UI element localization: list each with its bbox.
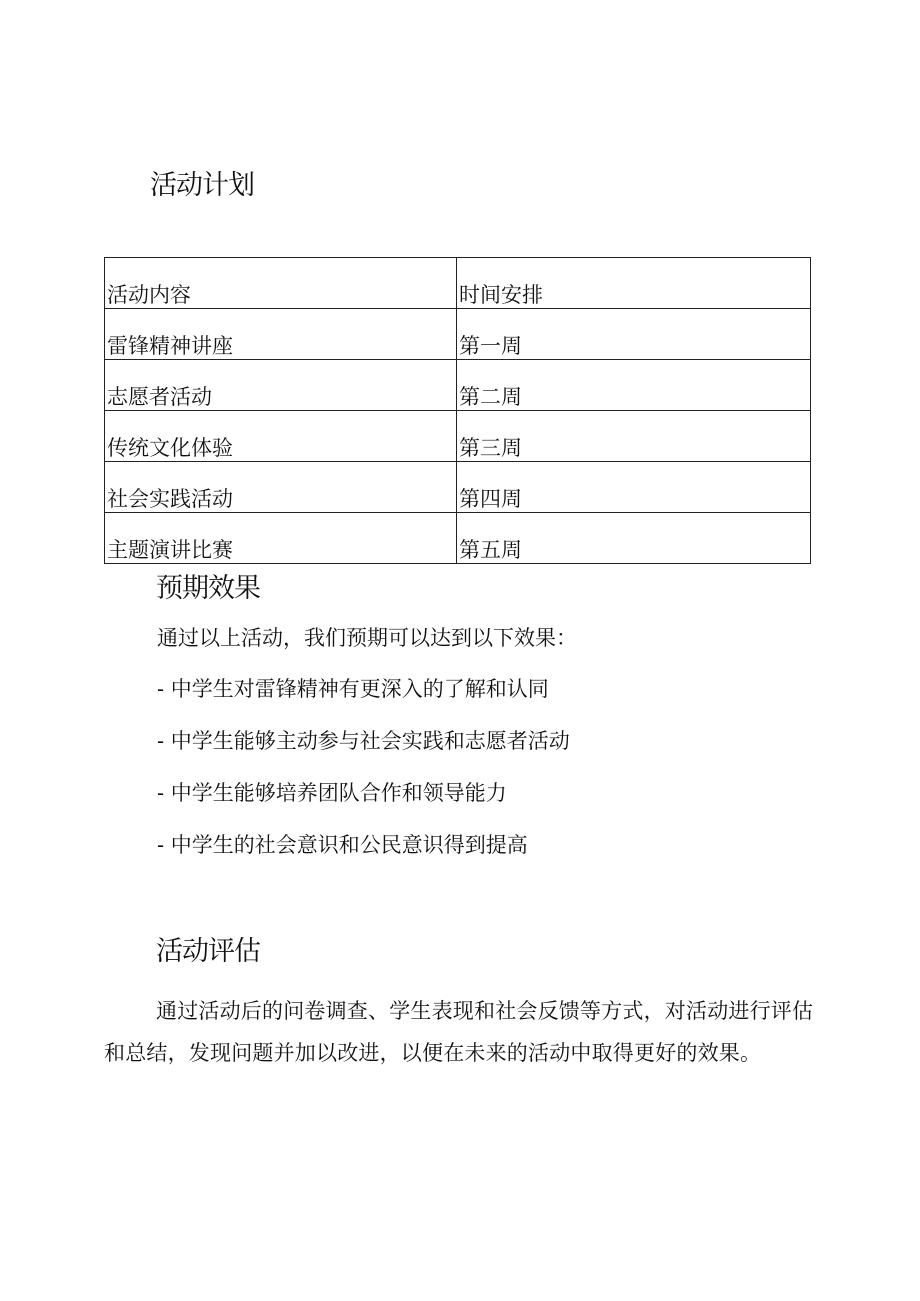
- table-cell-activity: 社会实践活动: [105, 462, 457, 513]
- table-cell-schedule: 第五周: [457, 513, 811, 564]
- table-cell-schedule: 第三周: [457, 411, 811, 462]
- table-cell-schedule: 第四周: [457, 462, 811, 513]
- list-item: - 中学生能够主动参与社会实践和志愿者活动: [157, 729, 570, 753]
- table-cell-activity: 志愿者活动: [105, 360, 457, 411]
- table-header-row: [105, 258, 811, 309]
- table-header-cell: 活动内容: [105, 258, 457, 309]
- table-cell-schedule: 第二周: [457, 360, 811, 411]
- list-item: - 中学生的社会意识和公民意识得到提高: [157, 833, 528, 857]
- list-item: - 中学生能够培养团队合作和领导能力: [157, 781, 507, 805]
- activity-plan-table: [104, 257, 811, 564]
- table-cell-activity: 主题演讲比赛: [105, 513, 457, 564]
- table-cell-activity: 雷锋精神讲座: [105, 309, 457, 360]
- evaluation-paragraph: 通过活动后的问卷调查、学生表现和社会反馈等方式，对活动进行评估和总结，发现问题并加以改进，以便在未来的活动中取得更好的效果。: [104, 999, 814, 1065]
- table-cell-schedule: 第一周: [457, 309, 811, 360]
- table-row: [105, 411, 811, 462]
- table-row: [105, 513, 811, 564]
- expected-effect-intro: 通过以上活动，我们预期可以达到以下效果：: [157, 626, 577, 650]
- table-row: [105, 360, 811, 411]
- list-item: - 中学生对雷锋精神有更深入的了解和认同: [157, 677, 549, 701]
- section-title-activity-evaluation: 活动评估: [156, 936, 260, 967]
- table-cell-activity: 传统文化体验: [105, 411, 457, 462]
- table-row: [105, 462, 811, 513]
- table-row: [105, 309, 811, 360]
- section-title-activity-plan: 活动计划: [150, 170, 254, 201]
- table-header-cell: 时间安排: [457, 258, 811, 309]
- section-title-expected-effect: 预期效果: [156, 573, 260, 604]
